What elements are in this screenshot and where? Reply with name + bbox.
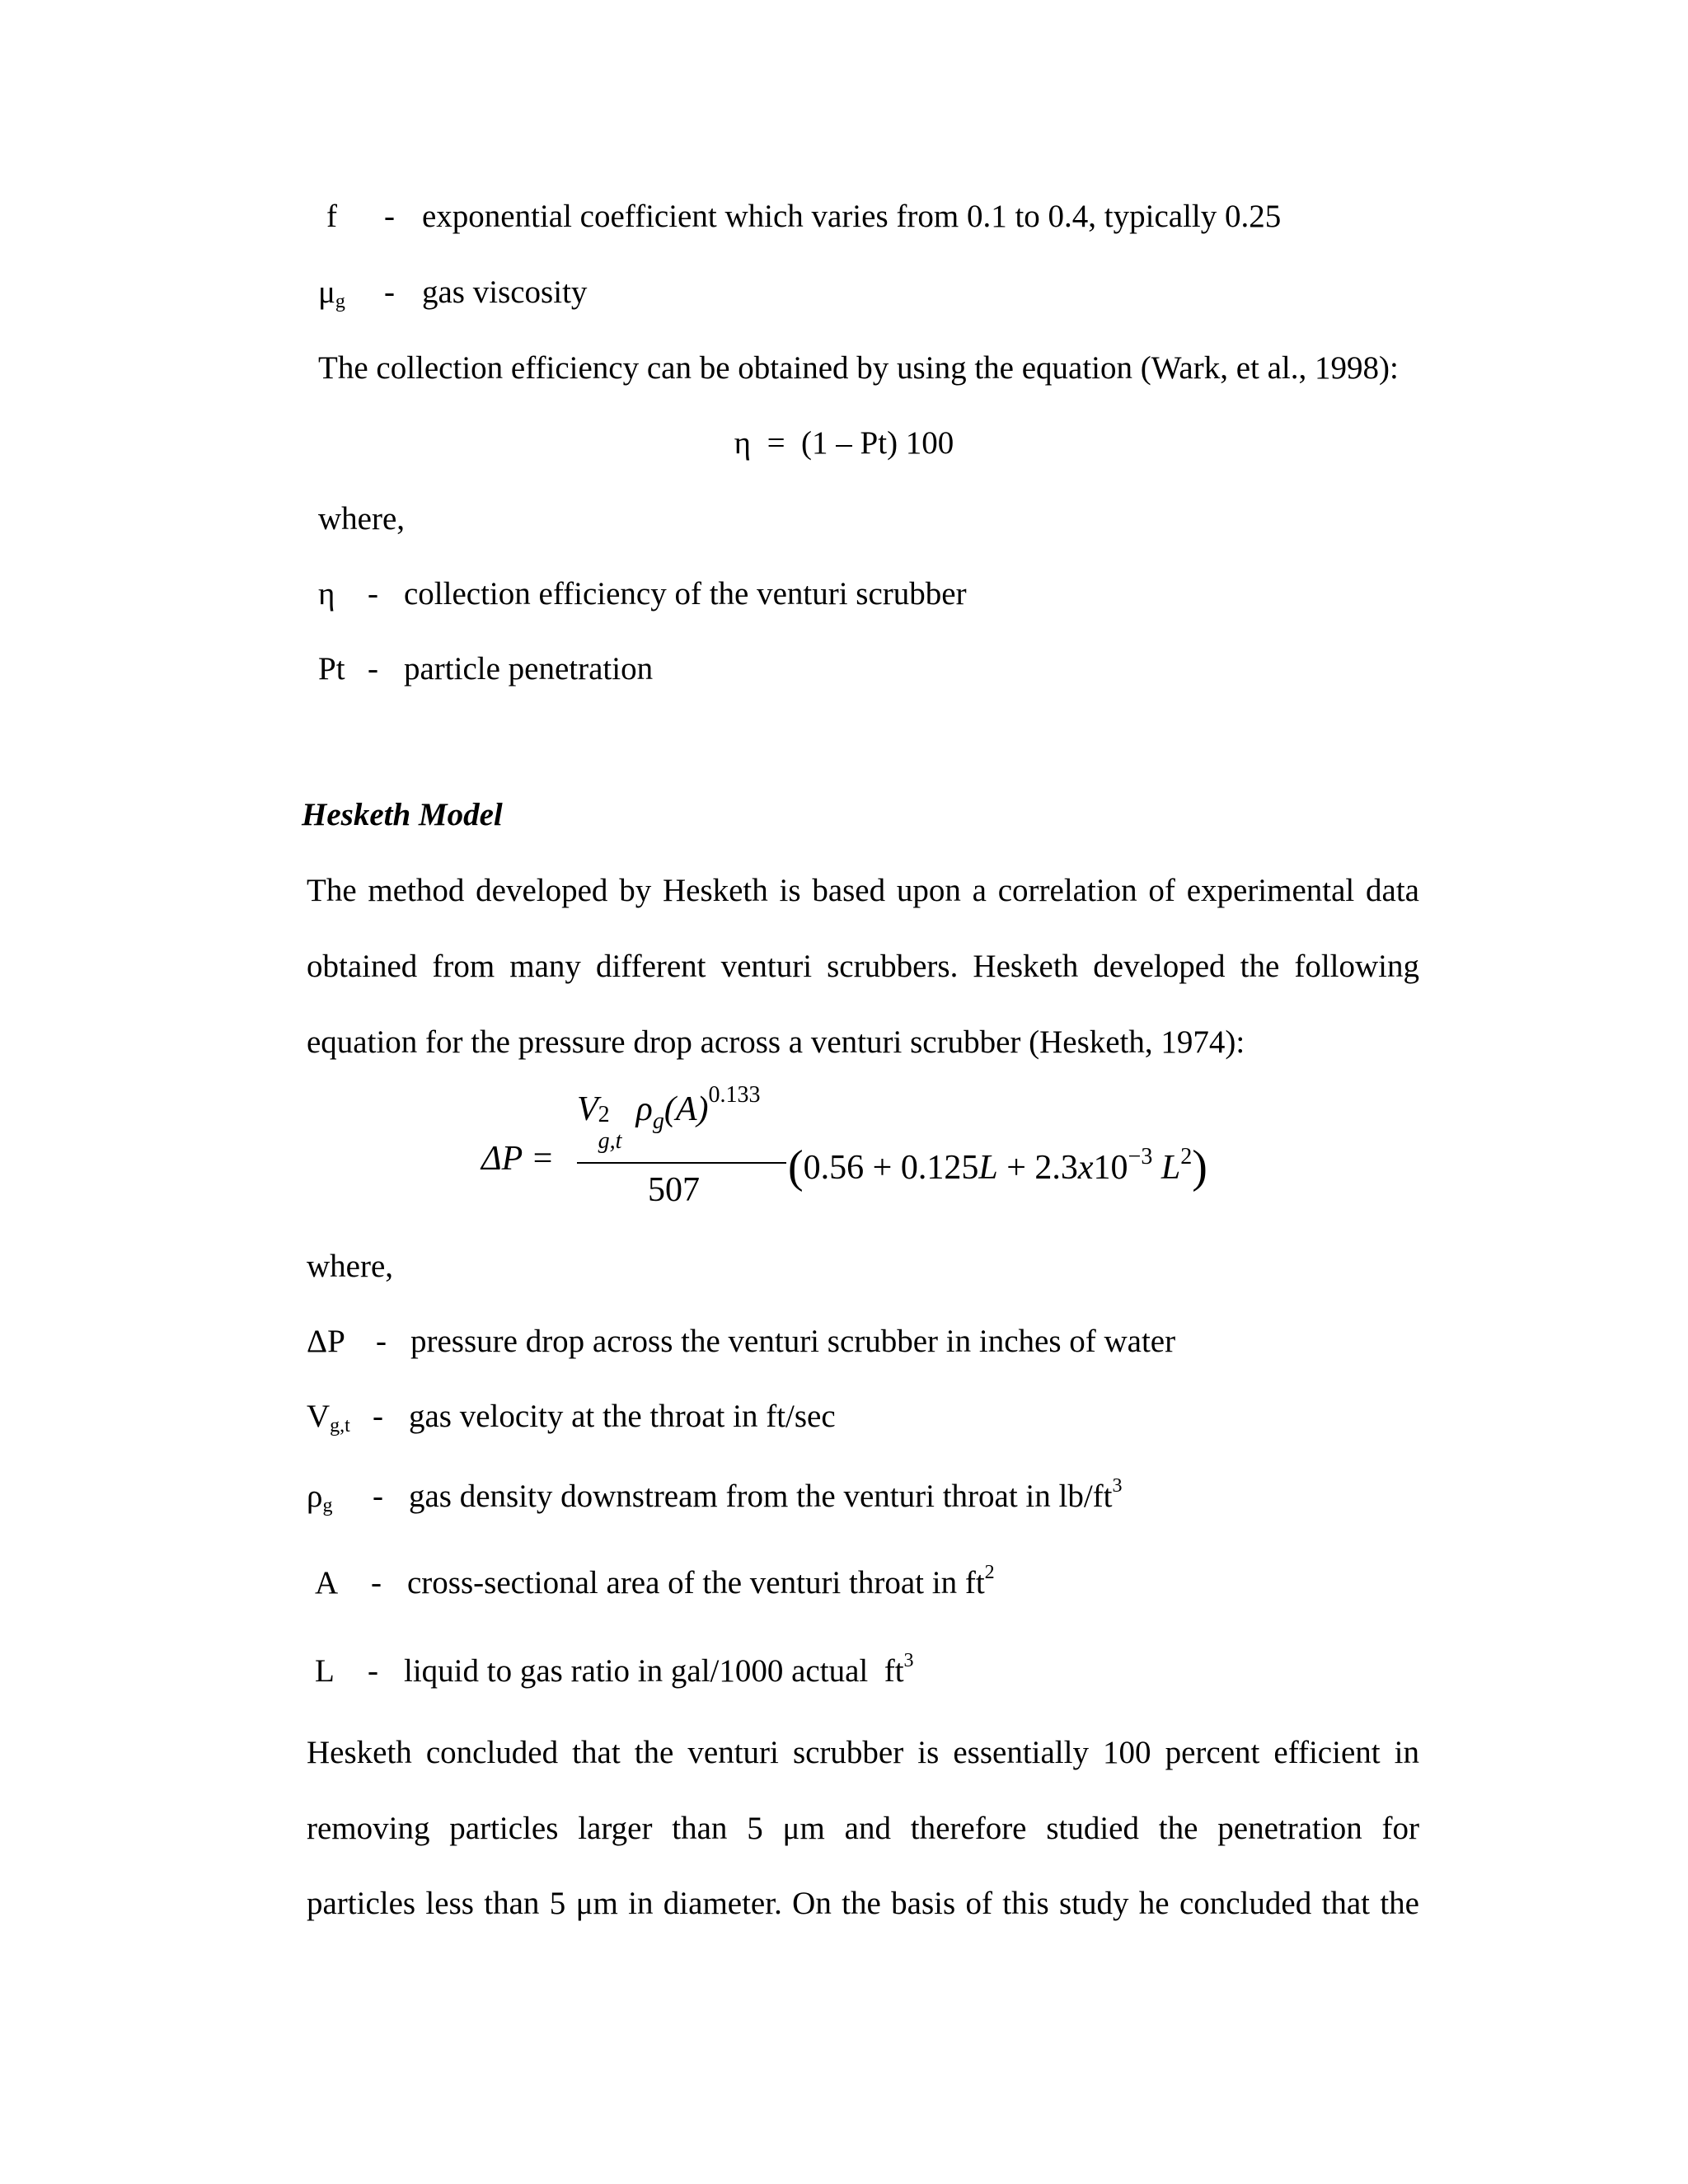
equation-denominator: 507 [648, 1171, 700, 1209]
definition-dash: - [376, 1324, 387, 1359]
paragraph-collection-efficiency: The collection efficiency can be obtained by using the equation (Wark, et al., 1998): [318, 350, 1399, 386]
definition-dash: - [384, 199, 395, 234]
definition-dash: - [384, 274, 395, 310]
symbol-a: A [315, 1565, 339, 1601]
definition-dash: - [371, 1565, 382, 1601]
paragraph-conclusion-line-3: particles less than 5 μm in diameter. On the basis of this study he concluded that the [307, 1886, 1419, 1921]
paragraph-hesketh-line-1: The method developed by Hesketh is based upon a correlation of experimental data [307, 873, 1419, 908]
section-heading-hesketh-model: Hesketh Model [302, 797, 503, 832]
symbol-eta: η [318, 576, 335, 612]
definition-dash: - [373, 1399, 383, 1434]
definition-dash: - [373, 1479, 383, 1514]
paragraph-hesketh-line-2: obtained from many different venturi scrubbers. Hesketh developed the following [307, 949, 1419, 984]
symbol-mu-g: $\mu_g$ [318, 274, 345, 312]
paragraph-conclusion-line-2: removing particles larger than 5 μm and therefore studied the penetration for [307, 1811, 1419, 1846]
symbol-l: L [315, 1653, 335, 1689]
paragraph-conclusion-line-1: Hesketh concluded that the venturi scrubber is essentially 100 percent efficient in [307, 1735, 1419, 1770]
where-label: where, [318, 501, 406, 537]
definition-delta-p-text: pressure drop across the venturi scrubber in inches of water [410, 1324, 1176, 1359]
definition-a-text: cross-sectional area of the venturi throat in $ft^2$ [407, 1562, 995, 1601]
symbol-delta-p: ΔP [307, 1324, 345, 1359]
equation-bracket-term: ($0.56 + 0.125L + 2.3x10^{-3}$ $L^2$) [788, 1141, 1207, 1193]
definition-dash: - [368, 1653, 378, 1689]
where-label: where, [307, 1249, 394, 1284]
definition-pt-text: particle penetration [404, 651, 654, 687]
definition-dash: - [368, 651, 378, 687]
definition-dash: - [368, 576, 378, 612]
fraction-bar [577, 1162, 786, 1164]
equation-efficiency: η = (1 – Pt) 100 [734, 425, 954, 461]
equation-lhs: ΔP = [481, 1140, 555, 1178]
definition-rho-g-text: gas density downstream from the venturi throat in $lb/ft^3$ [409, 1475, 1123, 1514]
paragraph-hesketh-line-3: equation for the pressure drop across a venturi scrubber (Hesketh, 1974): [307, 1024, 1245, 1060]
definition-mu-g-text: gas viscosity [422, 274, 588, 310]
definition-f-text: exponential coefficient which varies from 0.1 to 0.4, typically 0.25 [422, 199, 1282, 234]
definition-l-text: liquid to gas ratio in gal/1000 actual $ft^3$ [404, 1650, 914, 1689]
definition-v-gt-text: gas velocity at the throat in ft/sec [409, 1399, 836, 1434]
symbol-f: f [326, 199, 337, 234]
symbol-rho-g: $\rho_g$ [307, 1479, 333, 1516]
definition-eta-text: collection efficiency of the venturi scrubber [404, 576, 967, 612]
symbol-v-gt: $V_{g,t}$ [307, 1399, 350, 1436]
symbol-pt: Pt [318, 651, 345, 687]
equation-numerator: V 2 g,t $\rho_g(A)^{0.133}$ [577, 1082, 761, 1154]
